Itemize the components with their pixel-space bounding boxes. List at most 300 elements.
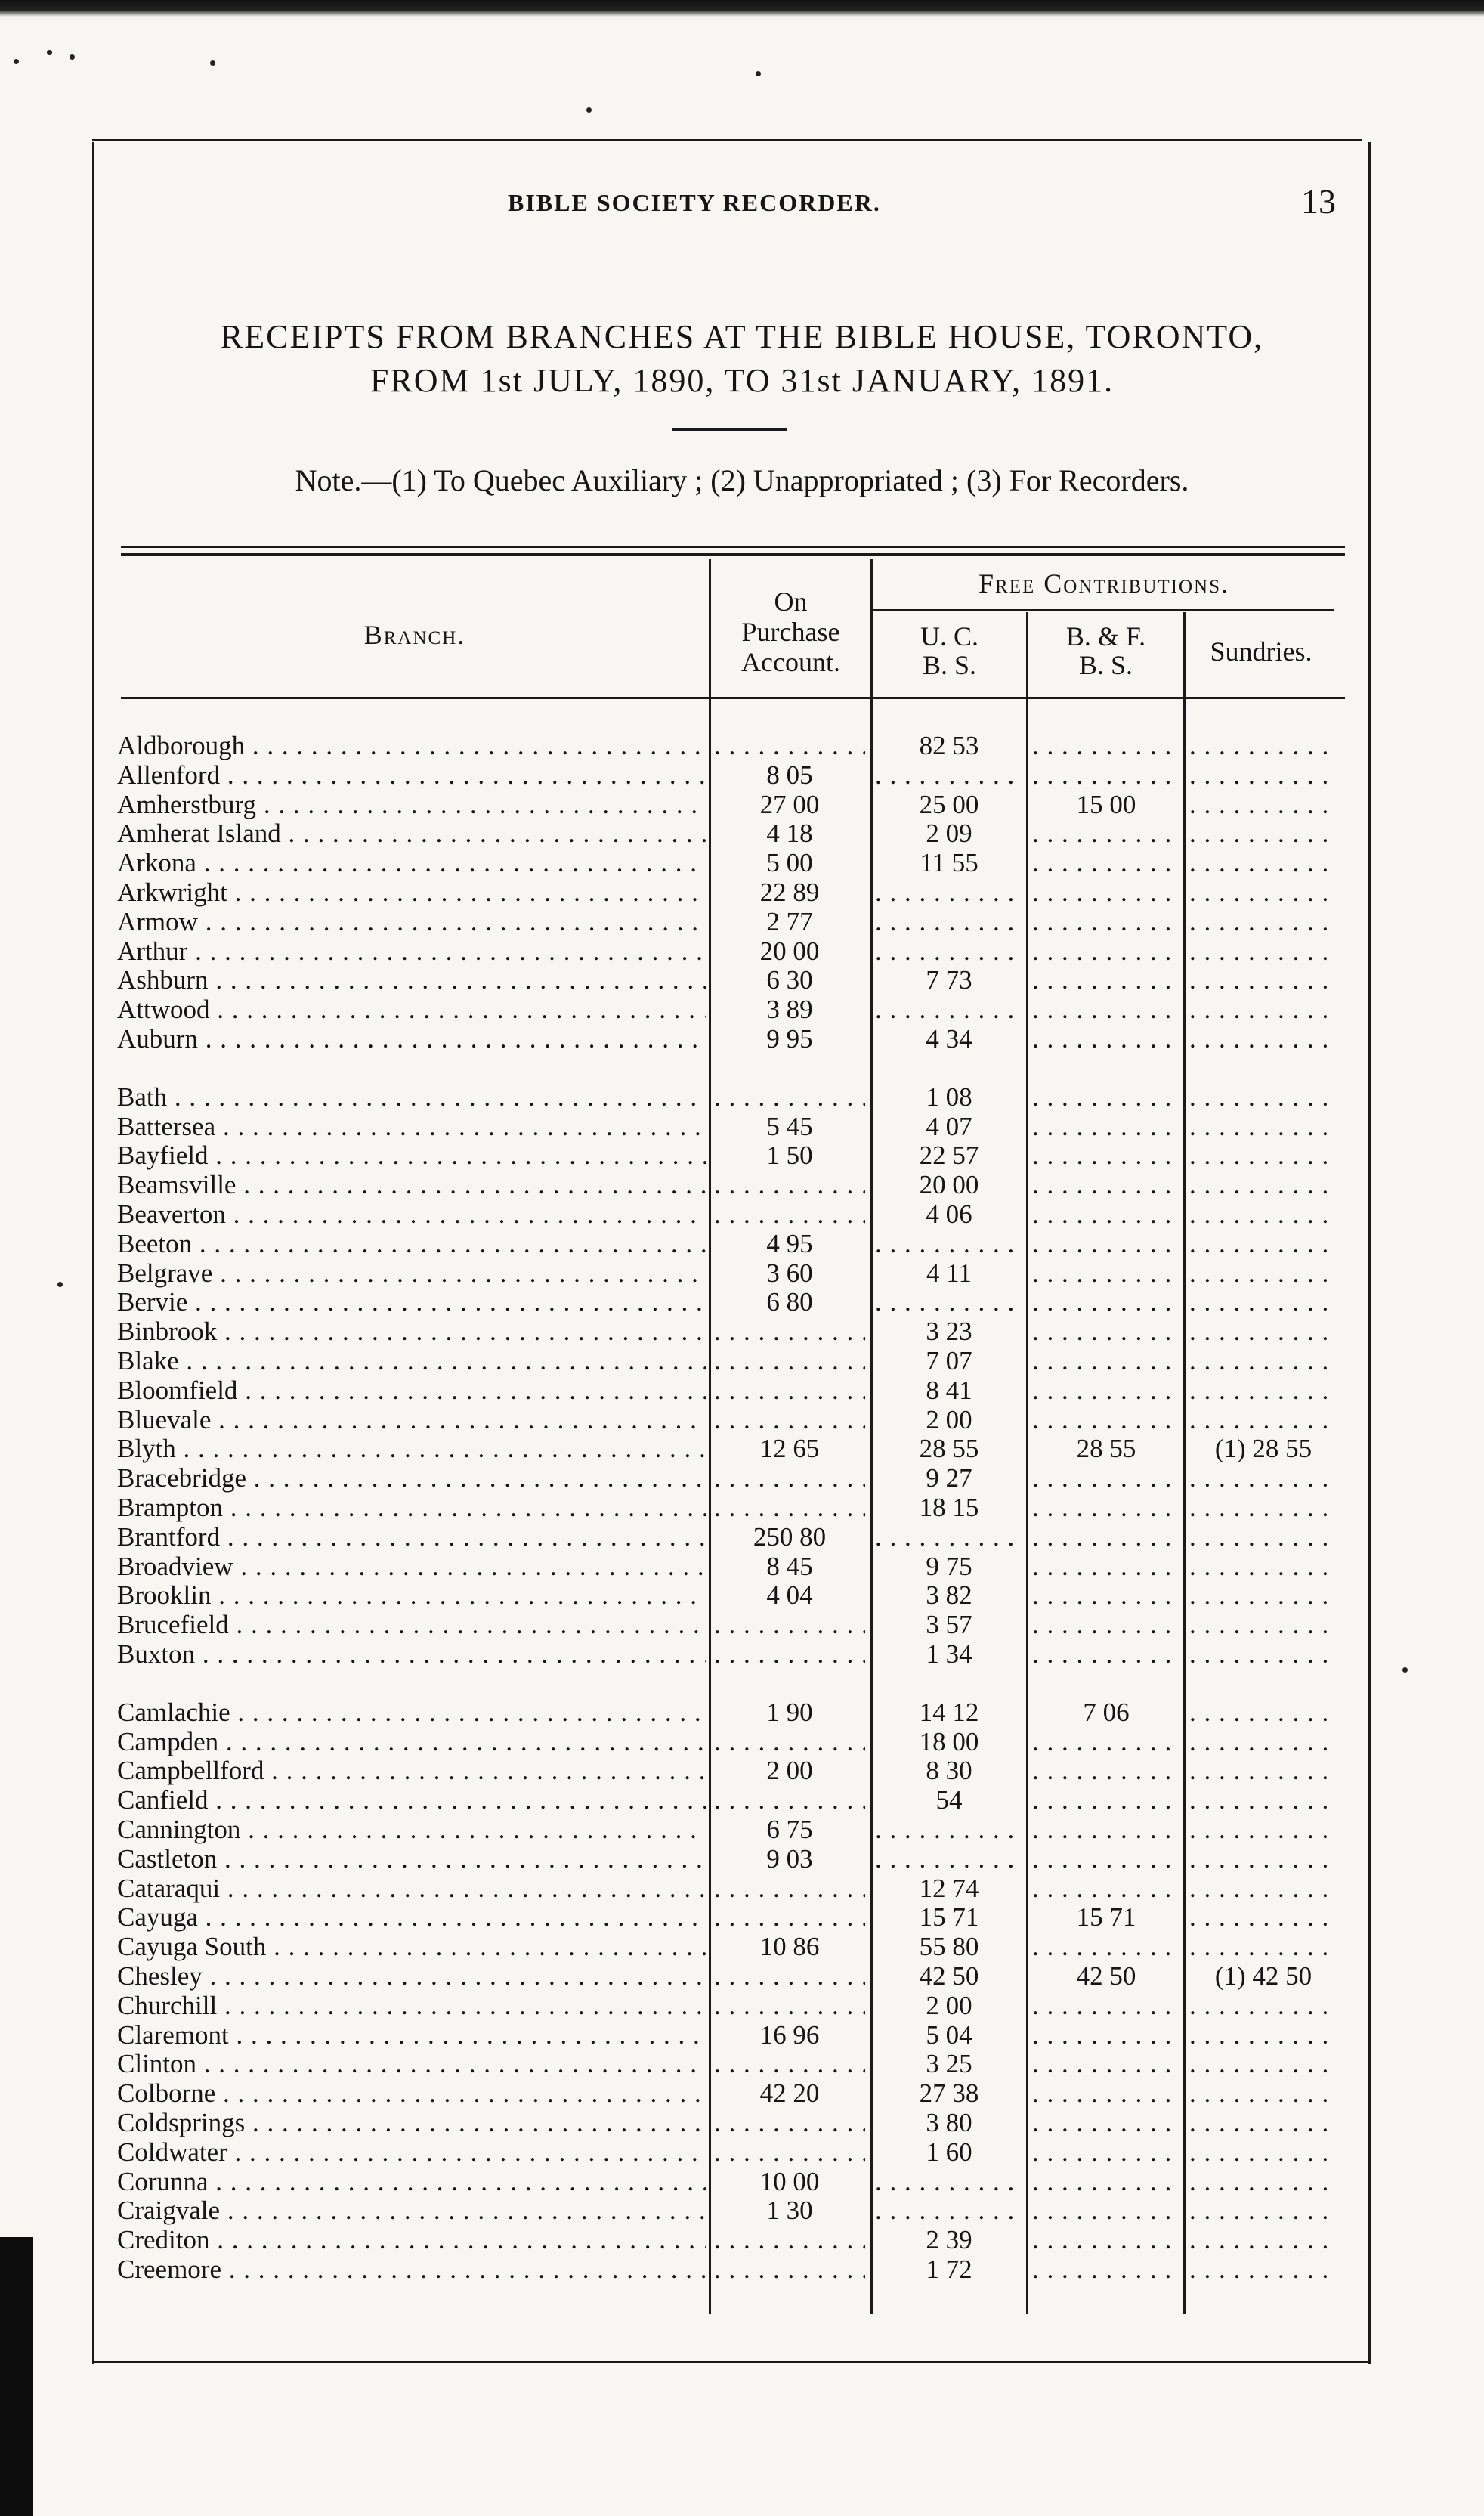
bfbs-amount (1032, 1171, 1180, 1199)
sundries-amount (1189, 1552, 1337, 1581)
sundries-amount (1189, 1259, 1337, 1288)
sundries-amount (1189, 849, 1337, 877)
ucbs-amount: 4 07 (926, 1112, 972, 1141)
table-row (0, 1406, 1484, 1434)
sundries-amount (1189, 1991, 1337, 2020)
bfbs-amount (1032, 1815, 1180, 1844)
purchase-amount: 3 89 (766, 995, 813, 1025)
purchase-amount (714, 1200, 865, 1229)
bfbs-amount (1032, 1581, 1180, 1610)
ucbs-amount: 1 72 (926, 2255, 972, 2284)
table-row (0, 1025, 1484, 1054)
ucbs-amount: 82 53 (919, 732, 979, 760)
bfbs-amount (1032, 2226, 1180, 2254)
purchase-amount: 2 00 (766, 1756, 813, 1786)
bfbs-amount (1032, 1200, 1180, 1229)
branch-name: Corunna . . . (117, 2168, 706, 2196)
sundries-amount: (1) 28 55 (1214, 1434, 1312, 1464)
branch-name: Arkwright . . . (117, 878, 706, 907)
bfbs-amount (1032, 1991, 1180, 2020)
table-row (0, 2226, 1484, 2254)
table-row (0, 966, 1484, 995)
purchase-amount: 42 20 (759, 2079, 820, 2109)
table-row (0, 2050, 1484, 2078)
branch-name: Castleton . . . (117, 1845, 706, 1874)
table-row (0, 995, 1484, 1024)
purchase-amount: 6 30 (766, 966, 813, 995)
branch-name: Cannington . . . (117, 1815, 706, 1844)
table-row (0, 908, 1484, 936)
table-row (0, 1523, 1484, 1552)
table-row (0, 819, 1484, 848)
column-header-bfbs-line-2: B. S. (1078, 650, 1133, 680)
bfbs-amount: 15 71 (1076, 1903, 1136, 1933)
branch-name: Attwood . . . (117, 995, 706, 1024)
bfbs-amount (1032, 2255, 1180, 2284)
purchase-amount: 8 45 (766, 1552, 813, 1581)
purchase-amount (714, 1728, 865, 1756)
ucbs-amount (875, 995, 1023, 1024)
branch-name: Campden . . . (117, 1728, 706, 1756)
sundries-amount (1189, 2255, 1337, 2284)
table-row (0, 1171, 1484, 1199)
ucbs-amount: 14 12 (919, 1697, 979, 1727)
table-row (0, 2079, 1484, 2108)
purchase-amount: 1 90 (766, 1697, 813, 1727)
table-row (0, 1815, 1484, 1844)
sundries-amount (1189, 1933, 1337, 1961)
table-row (0, 2109, 1484, 2137)
branch-name: Ashburn . . . (117, 966, 706, 995)
ucbs-amount: 11 55 (920, 849, 979, 878)
bfbs-amount (1032, 1552, 1180, 1581)
table-row (0, 1376, 1484, 1405)
bfbs-amount (1032, 1640, 1180, 1669)
branch-name: Broadview . . . (117, 1552, 706, 1581)
sundries-amount (1189, 761, 1337, 790)
branch-name: Beamsville . . . (117, 1171, 706, 1199)
table-row (0, 732, 1484, 760)
purchase-amount: 10 86 (759, 1933, 820, 1962)
sundries-amount (1189, 1698, 1337, 1727)
purchase-amount (714, 1406, 865, 1434)
purchase-amount (714, 1786, 865, 1815)
table-row (0, 1200, 1484, 1229)
branch-name: Canfield . . . (117, 1786, 706, 1815)
bfbs-amount (1032, 2196, 1180, 2225)
table-row (0, 1493, 1484, 1522)
branch-name: Claremont . . . (117, 2021, 706, 2050)
ucbs-amount (875, 1815, 1023, 1844)
purchase-amount: 9 95 (766, 1025, 813, 1054)
branch-name: Cayuga South . . . (117, 1933, 706, 1961)
table-row (0, 1991, 1484, 2020)
sundries-amount (1189, 1493, 1337, 1522)
purchase-amount (714, 2109, 865, 2137)
bfbs-amount: 42 50 (1076, 1962, 1136, 1991)
sundries-amount (1189, 1756, 1337, 1785)
branch-name: Crediton . . . (117, 2226, 706, 2254)
ucbs-amount: 3 23 (926, 1317, 972, 1347)
sundries-amount (1189, 1171, 1337, 1199)
purchase-amount: 12 65 (759, 1434, 820, 1464)
branch-name: Arkona . . . (117, 849, 706, 877)
ucbs-amount (875, 1523, 1023, 1552)
branch-name: Cayuga . . . (117, 1903, 706, 1932)
branch-name: Brantford . . . (117, 1523, 706, 1552)
purchase-amount: 16 96 (759, 2020, 820, 2050)
table-row (0, 1640, 1484, 1669)
branch-name: Chesley . . . (117, 1962, 706, 1991)
page-number: 13 (1301, 182, 1336, 221)
bfbs-amount (1032, 819, 1180, 848)
bfbs-amount (1032, 2138, 1180, 2167)
document-title-line-2: FROM 1st JULY, 1890, TO 31st JANUARY, 1891. (369, 362, 1115, 399)
column-header-branch: Branch. (363, 620, 466, 650)
branch-name: Armow . . . (117, 908, 706, 936)
branch-name: Beeton . . . (117, 1230, 706, 1258)
ucbs-amount (875, 2196, 1023, 2225)
purchase-amount (714, 2226, 865, 2254)
ucbs-amount: 12 74 (919, 1874, 979, 1903)
table-row (0, 1141, 1484, 1170)
ucbs-amount: 3 25 (926, 2050, 972, 2079)
branch-name: Amherat Island . . . (117, 819, 706, 848)
purchase-amount (714, 1171, 865, 1199)
purchase-amount: 6 80 (766, 1288, 813, 1317)
table-row (0, 1552, 1484, 1581)
ucbs-amount: 15 71 (919, 1903, 979, 1933)
branch-name: Bloomfield . . . (117, 1376, 706, 1405)
sundries-amount (1189, 1230, 1337, 1258)
sundries-amount (1189, 2079, 1337, 2108)
table-row (0, 1434, 1484, 1463)
ucbs-amount: 2 09 (926, 819, 972, 849)
sundries-amount (1189, 2021, 1337, 2050)
purchase-amount: 27 00 (759, 790, 820, 819)
purchase-amount: 250 80 (753, 1522, 827, 1552)
sundries-amount (1189, 1728, 1337, 1756)
branch-name: Craigvale . . . (117, 2196, 706, 2225)
sundries-amount (1189, 819, 1337, 848)
branch-name: Allenford . . . (117, 761, 706, 790)
purchase-amount: 20 00 (759, 936, 820, 966)
purchase-amount: 4 95 (766, 1229, 813, 1258)
purchase-amount (714, 1903, 865, 1932)
sundries-amount (1189, 2050, 1337, 2078)
column-header-purchase-line-3: Account. (741, 647, 840, 677)
ucbs-amount: 18 15 (919, 1493, 979, 1522)
branch-name: Brucefield . . . (117, 1611, 706, 1639)
branch-name: Aldborough . . . (117, 732, 706, 760)
bfbs-amount (1032, 1141, 1180, 1170)
sundries-amount (1189, 908, 1337, 936)
purchase-amount: 10 00 (759, 2167, 820, 2196)
bfbs-amount (1032, 1493, 1180, 1522)
ucbs-amount: 1 08 (926, 1082, 972, 1112)
running-title: BIBLE SOCIETY RECORDER. (508, 189, 881, 216)
branch-name: Brooklin . . . (117, 1581, 706, 1610)
bfbs-amount (1032, 2021, 1180, 2050)
branch-name: Blake . . . (117, 1347, 706, 1376)
purchase-amount (714, 1347, 865, 1376)
purchase-amount (714, 1464, 865, 1493)
branch-name: Bluevale . . . (117, 1406, 706, 1434)
table-row (0, 2168, 1484, 2196)
purchase-amount: 8 05 (766, 760, 813, 790)
bfbs-amount (1032, 1845, 1180, 1874)
purchase-amount (714, 1083, 865, 1112)
sundries-amount (1189, 1903, 1337, 1932)
purchase-amount: 3 60 (766, 1258, 813, 1288)
bfbs-amount (1032, 995, 1180, 1024)
branch-name: Binbrook . . . (117, 1317, 706, 1346)
purchase-amount (714, 2138, 865, 2167)
table-row (0, 2196, 1484, 2225)
sundries-amount (1189, 1406, 1337, 1434)
sundries-amount (1189, 1845, 1337, 1874)
sundries-amount: (1) 42 50 (1214, 1962, 1312, 1991)
sundries-amount (1189, 791, 1337, 819)
ucbs-amount: 55 80 (919, 1933, 979, 1962)
ucbs-amount (875, 937, 1023, 966)
sundries-amount (1189, 2226, 1337, 2254)
sundries-amount (1189, 1083, 1337, 1112)
bfbs-amount (1032, 1933, 1180, 1961)
sundries-amount (1189, 966, 1337, 995)
purchase-amount: 6 75 (766, 1815, 813, 1844)
sundries-amount (1189, 1141, 1337, 1170)
column-header-purchase-line-2: Purchase (741, 617, 840, 647)
ucbs-amount (875, 2168, 1023, 2196)
purchase-amount (714, 1611, 865, 1639)
table-row (0, 1581, 1484, 1610)
document-title-line-1: RECEIPTS FROM BRANCHES AT THE BIBLE HOUSE, TORONTO, (220, 318, 1264, 355)
branch-name: Beaverton . . . (117, 1200, 706, 1229)
purchase-amount: 4 04 (766, 1581, 813, 1611)
purchase-amount (714, 1991, 865, 2020)
bfbs-amount (1032, 1288, 1180, 1317)
branch-name: Churchill . . . (117, 1991, 706, 2020)
branch-name: Bayfield . . . (117, 1141, 706, 1170)
sundries-amount (1189, 995, 1337, 1024)
footnote-legend: Note.—(1) To Quebec Auxiliary ; (2) Unappropriated ; (3) For Recorders. (295, 463, 1189, 497)
ucbs-amount (875, 878, 1023, 907)
bfbs-amount (1032, 1611, 1180, 1639)
branch-name: Arthur . . . (117, 937, 706, 966)
ucbs-amount: 25 00 (919, 790, 979, 819)
ucbs-amount: 27 38 (919, 2079, 979, 2109)
ucbs-amount: 9 75 (926, 1552, 972, 1581)
table-row (0, 1230, 1484, 1258)
branch-name: Coldwater . . . (117, 2138, 706, 2167)
sundries-amount (1189, 2109, 1337, 2137)
purchase-amount: 4 18 (766, 819, 813, 849)
ucbs-amount: 4 06 (926, 1200, 972, 1229)
table-row (0, 1845, 1484, 1874)
ucbs-amount: 3 57 (926, 1611, 972, 1640)
ucbs-amount: 3 82 (926, 1581, 972, 1611)
bfbs-amount (1032, 1523, 1180, 1552)
branch-name: Brampton . . . (117, 1493, 706, 1522)
branch-name: Amherstburg . . . (117, 791, 706, 819)
bfbs-amount (1032, 2109, 1180, 2137)
purchase-amount: 5 45 (766, 1112, 813, 1141)
sundries-amount (1189, 1317, 1337, 1346)
bfbs-amount: 15 00 (1076, 790, 1136, 819)
table-row (0, 1113, 1484, 1141)
bfbs-amount (1032, 732, 1180, 760)
purchase-amount: 22 89 (759, 878, 820, 907)
table-row (0, 2138, 1484, 2167)
purchase-amount: 5 00 (766, 849, 813, 878)
purchase-amount (714, 1493, 865, 1522)
table-row (0, 1259, 1484, 1288)
ucbs-amount: 2 00 (926, 1991, 972, 2020)
sundries-amount (1189, 1581, 1337, 1610)
bfbs-amount (1032, 1230, 1180, 1258)
bfbs-amount (1032, 2079, 1180, 2108)
table-row (0, 2255, 1484, 2284)
purchase-amount (714, 1640, 865, 1669)
bfbs-amount (1032, 1874, 1180, 1903)
column-header-ucbs-line-2: B. S. (922, 650, 977, 680)
sundries-amount (1189, 732, 1337, 760)
ucbs-amount: 4 11 (926, 1258, 972, 1288)
sundries-amount (1189, 1786, 1337, 1815)
column-header-bfbs-line-1: B. & F. (1065, 621, 1146, 651)
table-row (0, 1933, 1484, 1961)
bfbs-amount (1032, 1376, 1180, 1405)
ucbs-amount: 4 34 (926, 1025, 972, 1054)
bfbs-amount (1032, 2168, 1180, 2196)
ucbs-amount: 54 (935, 1786, 963, 1815)
branch-name: Clinton . . . (117, 2050, 706, 2078)
table-row (0, 1288, 1484, 1317)
ucbs-amount: 1 60 (926, 2137, 972, 2167)
branch-name: Bath . . . (117, 1083, 706, 1112)
column-header-sundries: Sundries. (1210, 636, 1312, 667)
sundries-amount (1189, 1347, 1337, 1376)
bfbs-amount (1032, 1259, 1180, 1288)
purchase-amount (714, 2050, 865, 2078)
bfbs-amount (1032, 966, 1180, 995)
ucbs-amount: 5 04 (926, 2020, 972, 2050)
bfbs-amount (1032, 1113, 1180, 1141)
ucbs-amount (875, 1230, 1023, 1258)
sundries-amount (1189, 937, 1337, 966)
branch-name: Colborne . . . (117, 2079, 706, 2108)
sundries-amount (1189, 878, 1337, 907)
purchase-amount (714, 1962, 865, 1991)
purchase-amount: 1 50 (766, 1141, 813, 1171)
sundries-amount (1189, 1815, 1337, 1844)
table-row (0, 1786, 1484, 1815)
sundries-amount (1189, 1200, 1337, 1229)
ucbs-amount: 8 30 (926, 1756, 972, 1786)
bfbs-amount (1032, 1025, 1180, 1054)
table-row (0, 1083, 1484, 1112)
sundries-amount (1189, 2196, 1337, 2225)
ucbs-amount (875, 908, 1023, 936)
ucbs-amount: 8 41 (926, 1376, 972, 1405)
branch-name: Campbellford . . . (117, 1756, 706, 1785)
sundries-amount (1189, 1288, 1337, 1317)
branch-name: Bervie . . . (117, 1288, 706, 1317)
purchase-amount (714, 1376, 865, 1405)
table-row (0, 1464, 1484, 1493)
branch-name: Blyth . . . (117, 1434, 706, 1463)
sundries-amount (1189, 1640, 1337, 1669)
ucbs-amount: 42 50 (919, 1962, 979, 1991)
branch-name: Bracebridge . . . (117, 1464, 706, 1493)
ucbs-amount: 7 07 (926, 1347, 972, 1376)
ucbs-amount (875, 1288, 1023, 1317)
table-row (0, 1962, 1484, 1991)
ucbs-amount: 20 00 (919, 1171, 979, 1200)
bfbs-amount (1032, 1728, 1180, 1756)
table-row (0, 1347, 1484, 1376)
table-row (0, 1698, 1484, 1727)
table-row (0, 1756, 1484, 1785)
table-row (0, 791, 1484, 819)
bfbs-amount (1032, 1317, 1180, 1346)
bfbs-amount (1032, 849, 1180, 877)
sundries-amount (1189, 1611, 1337, 1639)
table-row (0, 1874, 1484, 1903)
branch-name: Battersea . . . (117, 1113, 706, 1141)
table-row (0, 1903, 1484, 1932)
branch-name: Creemore . . . (117, 2255, 706, 2284)
purchase-amount (714, 732, 865, 760)
sundries-amount (1189, 1113, 1337, 1141)
column-header-purchase-line-1: On (774, 586, 808, 617)
table-row (0, 849, 1484, 877)
sundries-amount (1189, 2138, 1337, 2167)
ucbs-amount: 18 00 (919, 1727, 979, 1756)
table-row (0, 937, 1484, 966)
table-row (0, 878, 1484, 907)
branch-name: Buxton . . . (117, 1640, 706, 1669)
branch-name: Camlachie . . . (117, 1698, 706, 1727)
branch-name: Coldsprings . . . (117, 2109, 706, 2137)
sundries-amount (1189, 1464, 1337, 1493)
ucbs-amount: 7 73 (926, 966, 972, 995)
bfbs-amount (1032, 878, 1180, 907)
sundries-amount (1189, 2168, 1337, 2196)
bfbs-amount (1032, 937, 1180, 966)
bfbs-amount (1032, 1756, 1180, 1785)
ucbs-amount: 2 39 (926, 2226, 972, 2255)
bfbs-amount (1032, 761, 1180, 790)
purchase-amount: 9 03 (766, 1844, 813, 1874)
bfbs-amount (1032, 1083, 1180, 1112)
sundries-amount (1189, 1376, 1337, 1405)
bfbs-amount (1032, 908, 1180, 936)
purchase-amount (714, 1317, 865, 1346)
ucbs-amount (875, 761, 1023, 790)
ucbs-amount: 1 34 (926, 1640, 972, 1669)
bfbs-amount (1032, 1786, 1180, 1815)
ucbs-amount: 3 80 (926, 2109, 972, 2137)
bfbs-amount: 28 55 (1076, 1434, 1136, 1464)
table-row (0, 761, 1484, 790)
table-row (0, 1611, 1484, 1639)
ucbs-amount (875, 1845, 1023, 1874)
sundries-amount (1189, 1025, 1337, 1054)
table-row (0, 1317, 1484, 1346)
bfbs-amount: 7 06 (1083, 1697, 1130, 1727)
